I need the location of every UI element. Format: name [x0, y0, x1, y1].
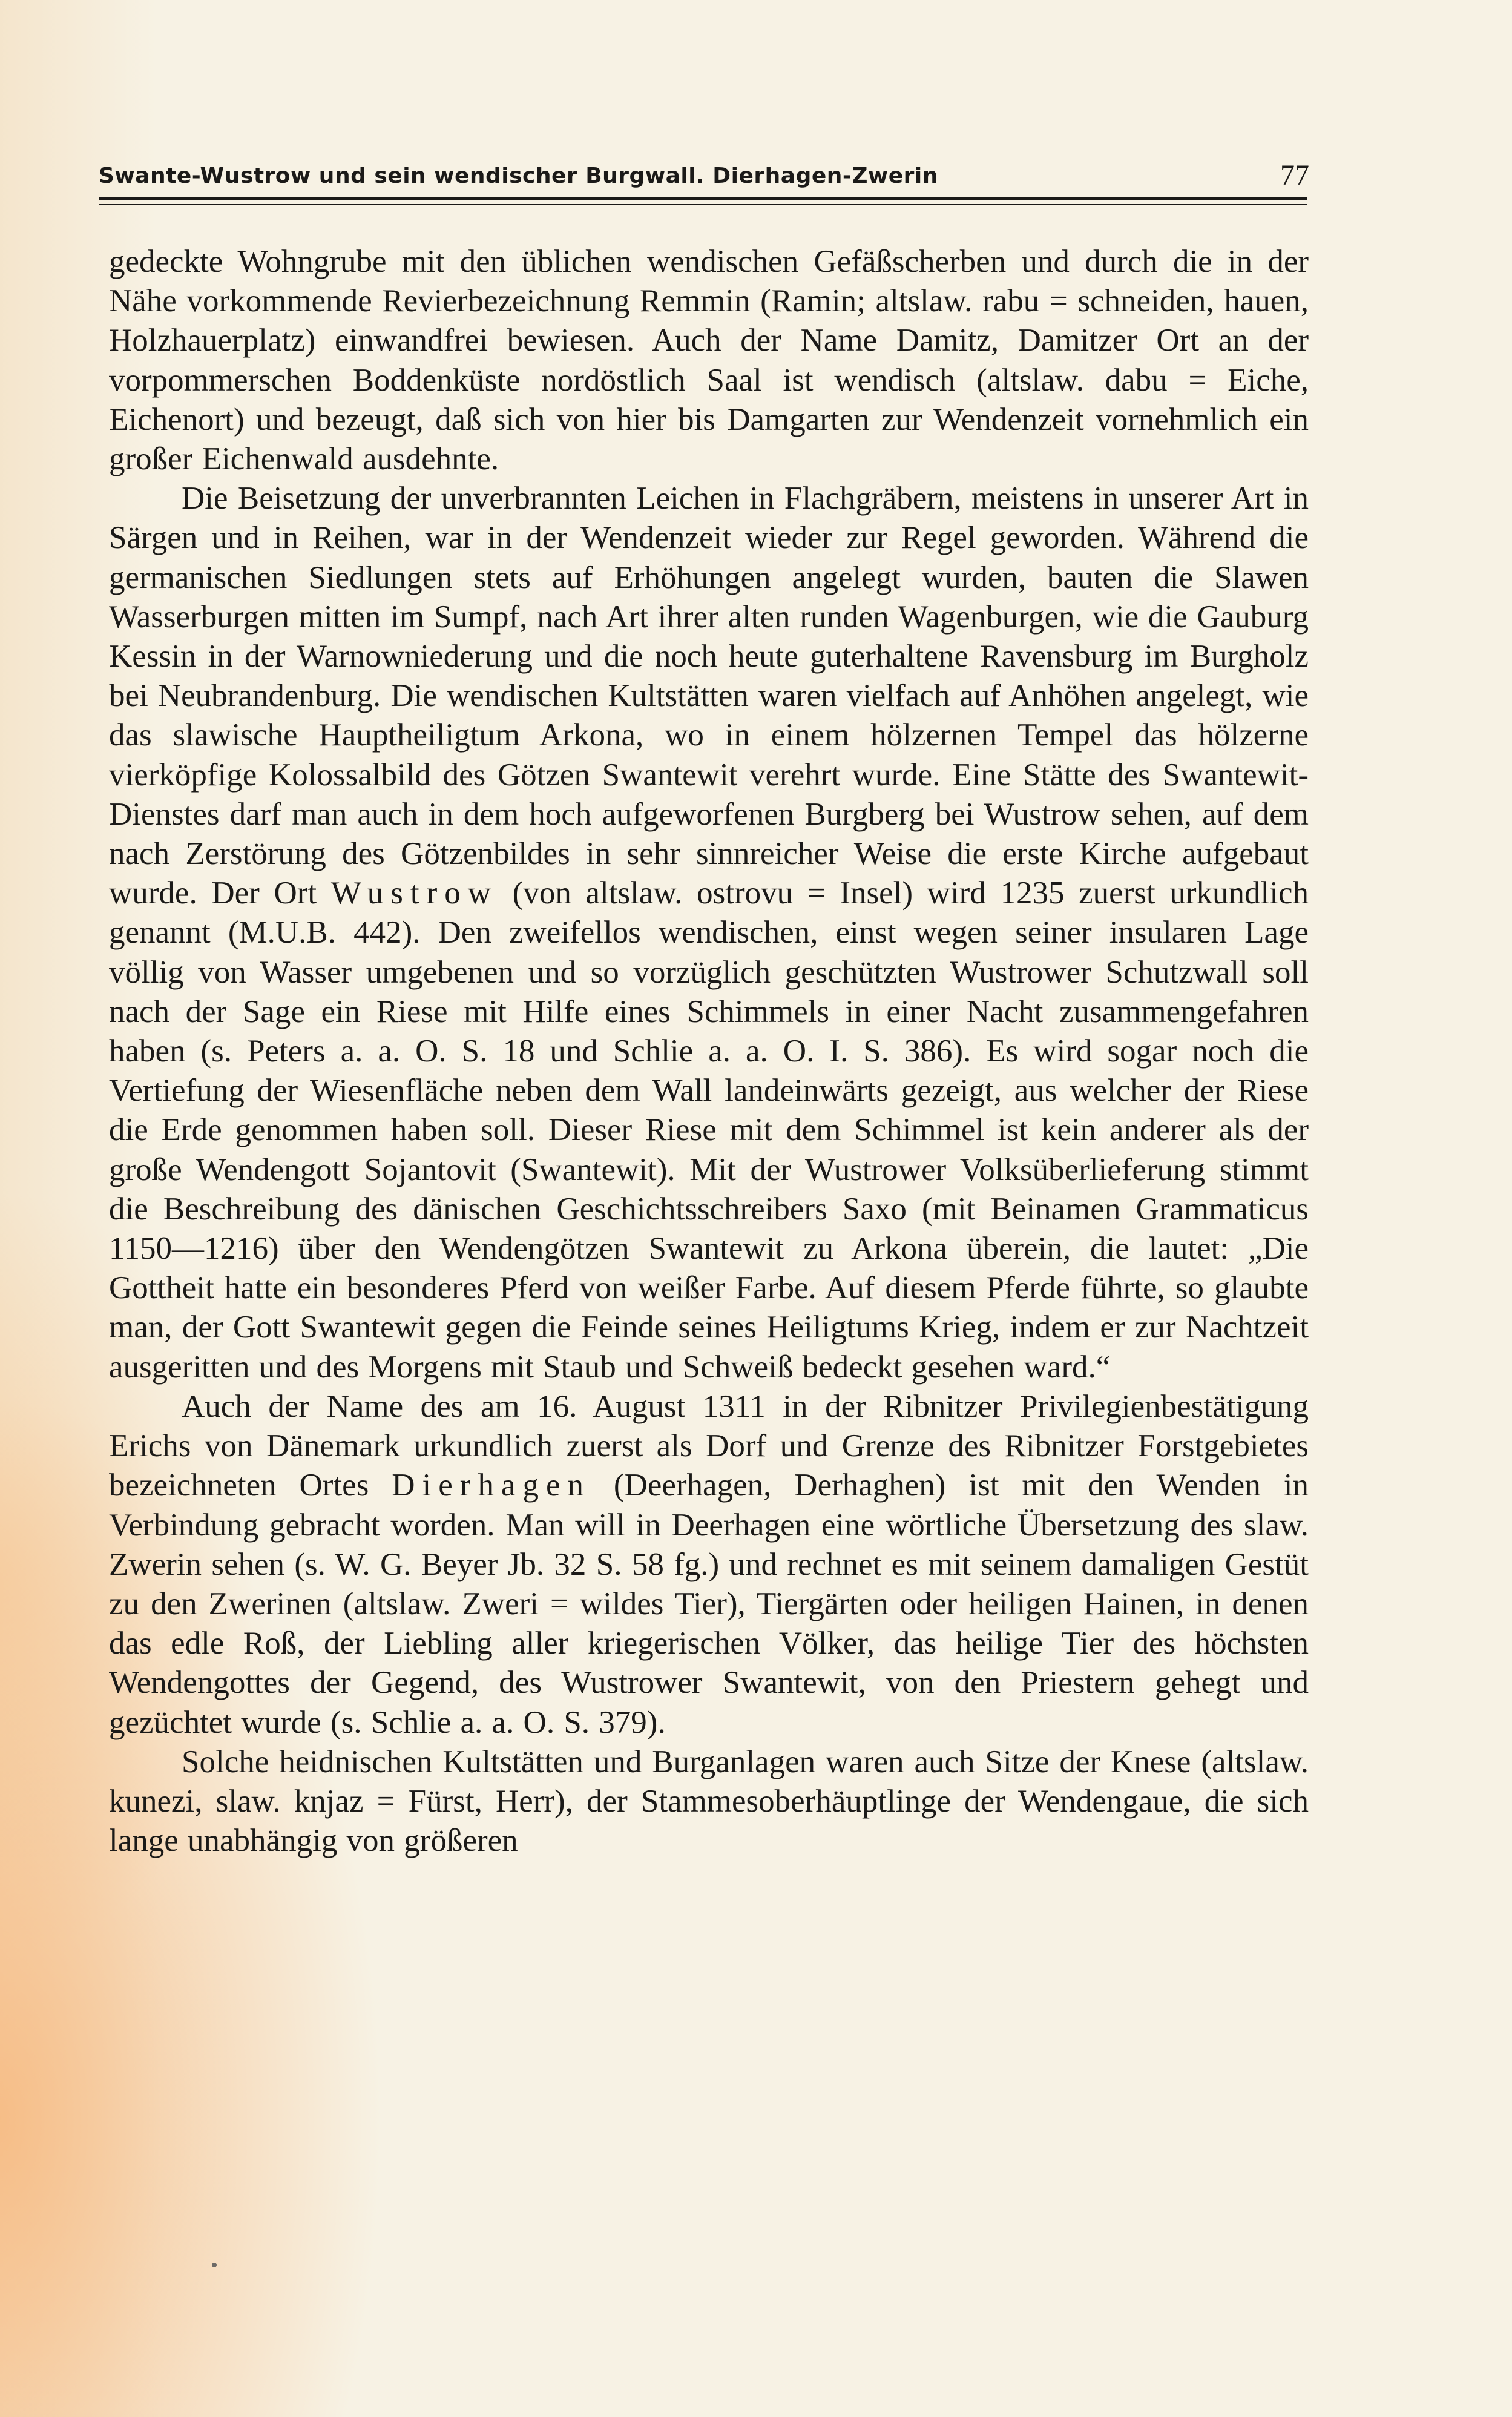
paragraph-1-text: gedeckte Wohngrube mit den üblichen wendischen Gefäßscherben und durch die in der Nähe vorkommende Revierbezeichnung Remmin (Ramin; altslaw. rabu = schneiden, hauen, Holzhauerplatz) einwandfrei bewiesen. Auch der Name Damitz, Damitzer Ort an der vorpommerschen Boddenküste nordöstlich Saal ist wendisch (altslaw. dabu = Eiche, Eichenort) und bezeugt, daß sich von hier bis Damgarten zur Wendenzeit vornehmlich ein großer Eichenwald ausdehnte.	[109, 244, 1309, 477]
header-rule-thin	[99, 204, 1307, 205]
header-rule-thick	[99, 197, 1307, 200]
paragraph-2	[109, 479, 1309, 1387]
running-title: Swante-Wustrow und sein wendischer Burgwall. Dierhagen-Zwerin	[99, 163, 938, 188]
paragraph-4	[109, 1743, 1309, 1861]
paragraph-2-text: Die Beisetzung der unverbrannten Leichen in Flachgräbern, meistens in unserer Art in Särgen und in Reihen, war in der Wendenzeit wieder zur Regel geworden. Während die germanischen Siedlungen stets auf Erhöhungen angelegt wurden, bauten die Slawen Wasserburgen mitten im Sumpf, nach Art ihrer alten runden Wagenburgen, wie die Gauburg Kessin in der Warnowniederung und die noch heute guterhaltene Ravensburg im Burgholz bei Neubrandenburg. Die wendischen Kultstätten waren vielfach auf Anhöhen angelegt, wie das slawische Hauptheiligtum Arkona, wo in einem hölzernen Tempel das hölzerne vierköpfige Kolossalbild des Götzen Swantewit verehrt wurde. Eine Stätte des Swantewit-Dienstes darf man auch in dem hoch aufgeworfenen Burgberg bei Wustrow sehen, auf dem nach Zerstörung des Götzenbildes in sehr sinnreicher Weise die erste Kirche aufgebaut wurde. Der Ort	[109, 481, 1309, 911]
paper-speck	[212, 2263, 217, 2267]
body-text	[109, 242, 1309, 1861]
paragraph-3-text: Auch der Name des am 16. August 1311 in der Ribnitzer Privilegienbestätigung Erichs von Dänemark urkundlich zuerst als Dorf und Grenze des Ribnitzer Forstgebietes bezeichneten Ortes	[109, 1388, 1309, 1503]
paragraph-3-text-cont: (Deerhagen, Derhaghen) ist mit den Wenden in Verbindung gebracht worden. Man will in Deerhagen eine wörtliche Übersetzung des slaw. Zwerin sehen (s. W. G. Beyer Jb. 32 S. 58 fg.) und rechnet es mit seinem damaligen Gestüt zu den Zwerinen (altslaw. Zweri = wildes Tier), Tiergärten oder heiligen Hainen, in denen das edle Roß, der Liebling aller kriegerischen Völker, das heilige Tier des höchsten Wendengottes der Gegend, des Wustrower Swantewit, von den Priestern gehegt und gezüchtet wurde (s. Schlie a. a. O. S. 379).	[109, 1468, 1309, 1740]
paragraph-1	[109, 242, 1309, 479]
place-name-dierhagen: Dierhagen	[392, 1468, 591, 1503]
paragraph-3	[109, 1387, 1309, 1743]
paragraph-2-text-cont: (von altslaw. ostrovu = Insel) wird 1235 zuerst urkundlich genannt (M.U.B. 442). Den zweifellos wendischen, einst wegen seiner insularen Lage völlig von Wasser umgebenen und so vorzüglich geschützten Wustrower Schutzwall soll nach der Sage ein Riese mit Hilfe eines Schimmels in einer Nacht zusammengefahren haben (s. Peters a. a. O. S. 18 und Schlie a. a. O. I. S. 386). Es wird sogar noch die Vertiefung der Wiesenfläche neben dem Wall landeinwärts gezeigt, aus welcher der Riese die Erde genommen haben soll. Dieser Riese mit dem Schimmel ist kein anderer als der große Wendengott Sojantovit (Swantewit). Mit der Wustrower Volksüberlieferung stimmt die Beschreibung des dänischen Geschichtsschreibers Saxo (mit Beinamen Grammaticus 1150—1216) über den Wendengötzen Swantewit zu Arkona überein, die lautet: „Die Gottheit hatte ein besonderes Pferd von weißer Farbe. Auf diesem Pferde führte, so glaubte man, der Gott Swantewit gegen die Feinde seines Heiligtums Krieg, indem er zur Nachtzeit ausgeritten und des Morgens mit Staub und Schweiß bedeckt gesehen ward.“	[109, 875, 1309, 1385]
paragraph-4-text: Solche heidnischen Kultstätten und Burganlagen waren auch Sitze der Knese (altslaw. kunezi, slaw. knjaz = Fürst, Herr), der Stammesoberhäuptlinge der Wendengaue, die sich lange unabhängig von größeren	[109, 1744, 1309, 1859]
page-header	[99, 156, 1309, 199]
page-number: 77	[1280, 159, 1309, 191]
place-name-wustrow: Wustrow	[330, 875, 498, 911]
